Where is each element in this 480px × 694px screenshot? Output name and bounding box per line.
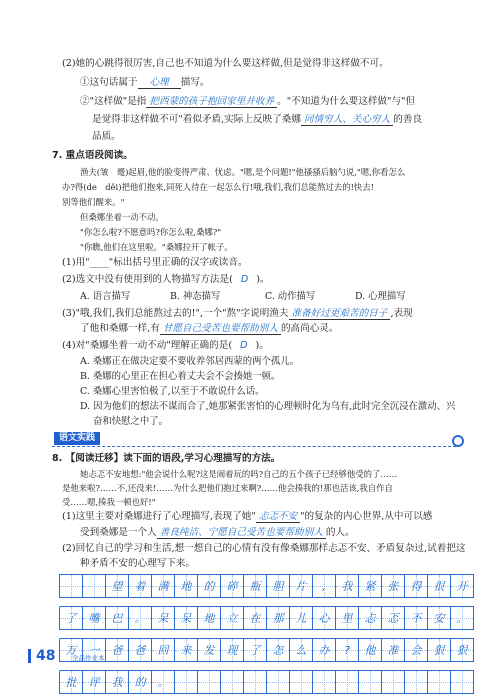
grid-row (60, 639, 474, 662)
writing-grid (59, 574, 474, 694)
grid-cell: 狠 (428, 639, 451, 661)
grid-cell: 评 (83, 671, 106, 693)
answer-handwriting: 忐忑不安 (256, 511, 300, 523)
grid-cell (451, 671, 474, 693)
grid-cell: 地 (175, 575, 198, 597)
grid-cell (175, 671, 198, 693)
grid-cell: 爸 (106, 639, 129, 661)
q8-2: (2)回忆自己的学习和生活,想一想自己的心情有没有像桑娜那样忐忑不安、矛盾复杂过,试着把这 (62, 543, 466, 554)
q6-2-sub2-line2: 是觉得非这样做不可"看似矛盾,实际上反映了桑娜 同情穷人、关心穷人 的善良 (92, 114, 423, 125)
grid-cell (428, 671, 451, 693)
grid-cell (221, 671, 244, 693)
q7-2-option: B. 神态描写 (170, 291, 221, 302)
grid-cell: 着 (129, 575, 152, 597)
grid-cell: 安 (428, 607, 451, 629)
q7-2-option: A. 语言描写 (80, 291, 131, 302)
q7-title: 7. 重点语段阅读。 (52, 150, 133, 161)
footer-bar (28, 649, 31, 663)
grid-cell: 我 (336, 575, 359, 597)
q6-2-sub2-line3: 品质。 (92, 131, 121, 142)
q7-4-option: B. 桑娜的心里正在担心着丈夫会不会揍她一顿。 (80, 371, 281, 382)
grid-cell: 里 (336, 607, 359, 629)
q8-passage-line: 是他来啦?……不,还没来!……为什么把他们抱过来啊?……他会揍我的!那也活该,我自作自 (62, 483, 393, 493)
q7-passage-line: 别等他们醒来。" (62, 197, 125, 207)
answer-handwriting: D (240, 274, 249, 285)
grid-cell: 很 (428, 575, 451, 597)
grid-cell: 心 (313, 607, 336, 629)
grid-cell: 一 (83, 639, 106, 661)
q7-4-option: D. 因为他们的想法不谋而合了,她那紧张害怕的心理顿时化为乌有,此时完全沉浸在激动、兴 (80, 401, 456, 412)
q7-2: (2)选文中没有使用到的人物描写方法是( D )。 (62, 274, 270, 285)
q7-2-option: C. 动作描写 (265, 291, 316, 302)
grid-row-gap (59, 598, 474, 607)
q7-4-option: A. 桑娜正在做决定要不要收养邻居西蒙的两个孤儿。 (80, 356, 299, 367)
grid-cell: 胆 (267, 575, 290, 597)
grid-cell: 开 (451, 575, 474, 597)
q8-1: (1)这里主要对桑娜进行了心理描写,表现了她" 忐忑不安 "的复杂的内心世界,从中可以感 (62, 511, 433, 522)
answer-handwriting: 同情穷人、关心穷人 (301, 114, 393, 126)
grid-cell: 现 (221, 639, 244, 661)
grid-cell: 瓶 (244, 575, 267, 597)
grid-cell: 满 (152, 575, 175, 597)
grid-cell: 望 (106, 575, 129, 597)
q8-passage-line: 她忐忑不安地想:"他会说什么呢?这是闹着玩的吗?自己的五个孩子已经够他受的了…… (80, 469, 398, 479)
grid-cell: 了 (60, 607, 83, 629)
answer-handwriting: D (240, 340, 248, 351)
grid-cell: 来 (175, 639, 198, 661)
q7-4: (4)对"桑娜坐着一动不动"理解正确的是( D )。 (62, 340, 269, 351)
section-end-icon (452, 435, 464, 447)
grid-cell (60, 575, 83, 597)
grid-cell: 忑 (382, 607, 405, 629)
grid-row-gap (59, 662, 474, 671)
grid-cell: 的 (129, 671, 152, 693)
grid-cell: 发 (198, 639, 221, 661)
section-divider (52, 432, 456, 447)
grid-cell: 得 (405, 575, 428, 597)
q7-passage-line: 办?得(de děi)把他们抱来,同死人待在一起怎么行!哦,我们,我们总能熬过去的!快去! (62, 182, 375, 192)
grid-cell: 狠 (451, 639, 474, 661)
grid-cell (382, 671, 405, 693)
q6-2-sub1: ①这句话属于 心理 描写。 (80, 77, 210, 88)
section-label: 语文实践 (54, 432, 100, 445)
grid-cell (405, 671, 428, 693)
q7-passage-line: 但桑娜坐着一动不动。 (80, 212, 164, 222)
page-number: 48 (36, 648, 56, 664)
grid-cell (313, 671, 336, 693)
footer-series: 全品作业本 (72, 654, 105, 662)
grid-cell: 儿 (290, 607, 313, 629)
grid-cell (290, 671, 313, 693)
answer-handwriting: 甘愿自己受苦也要帮助别人 (160, 323, 281, 335)
grid-cell: 。 (451, 607, 474, 629)
q8-1-line2: 受到桑娜是一个人 善良纯洁、宁愿自己受苦也要帮助别人 的人。 (80, 527, 355, 538)
grid-cell (83, 575, 106, 597)
grid-cell (336, 671, 359, 693)
grid-cell: , (313, 575, 336, 597)
q7-2-option: D. 心理描写 (355, 291, 406, 302)
answer-handwriting: 心理 (138, 77, 181, 89)
grid-cell: 。 (129, 607, 152, 629)
grid-cell: 会 (405, 639, 428, 661)
grid-cell: 呆 (152, 607, 175, 629)
grid-cell: 碎 (221, 575, 244, 597)
answer-handwriting: 准备好过更艰苦的日子 (289, 308, 391, 320)
grid-row (60, 575, 474, 598)
answer-handwriting: 把西蒙的孩子抱回家里并收养 (146, 96, 277, 108)
grid-cell: 地 (198, 607, 221, 629)
grid-cell (267, 671, 290, 693)
grid-cell: 呆 (175, 607, 198, 629)
q8-title: 8. 【阅读迁移】读下面的语段,学习心理描写的方法。 (52, 453, 281, 464)
grid-cell: 在 (244, 607, 267, 629)
grid-cell: 批 (60, 671, 83, 693)
grid-cell: 嘴 (83, 607, 106, 629)
grid-cell: 。 (152, 671, 175, 693)
q7-3: (3)"哦,我们,我们总能熬过去的!",一个"熬"字说明渔夫 准备好过更艰苦的日子 ,表现 (62, 308, 413, 319)
grid-cell: 他 (359, 639, 382, 661)
grid-cell: 不 (405, 607, 428, 629)
q6-2-stem: (2)她的心跳得很厉害,自己也不知道为什么要这样做,但是觉得非这样做不可。 (62, 58, 389, 69)
grid-cell (244, 671, 267, 693)
q7-3-line2: 了他和桑娜一样,有 甘愿自己受苦也要帮助别人 的高尚心灵。 (80, 323, 339, 334)
q7-4-option-cont: 奋和快慰之中了。 (93, 416, 169, 427)
q7-4-option: C. 桑娜心里害怕极了,以至于不敢说什么话。 (80, 386, 265, 397)
q8-2-line2: 种矛盾不安的心理写下来。 (80, 558, 196, 569)
grid-cell: 了 (244, 639, 267, 661)
grid-cell: 爸 (129, 639, 152, 661)
grid-cell: 回 (152, 639, 175, 661)
grid-cell: 办 (313, 639, 336, 661)
grid-row (60, 607, 474, 630)
grid-cell: 万 (60, 639, 83, 661)
grid-cell: 么 (290, 639, 313, 661)
answer-handwriting: 善良纯洁、宁愿自己受苦也要帮助别人 (157, 527, 326, 539)
grid-cell: 紧 (359, 575, 382, 597)
grid-cell: 准 (382, 639, 405, 661)
grid-cell: 张 (382, 575, 405, 597)
q6-2-sub2: ②"这样做"是指 把西蒙的孩子抱回家里并收养 。"不知道为什么要这样做"与"但 (80, 96, 416, 107)
q7-1: (1)用"____"标出括号里正确的汉字或读音。 (62, 257, 248, 268)
grid-row-gap (59, 630, 474, 639)
grid-cell: 忐 (359, 607, 382, 629)
grid-cell (198, 671, 221, 693)
grid-cell: 立 (221, 607, 244, 629)
q7-passage-line: "你怎么啦?不愿意吗?你怎么啦,桑娜?" (80, 227, 222, 237)
grid-cell (359, 671, 382, 693)
grid-cell: ? (336, 639, 359, 661)
grid-cell: 巴 (106, 607, 129, 629)
grid-cell: 我 (106, 671, 129, 693)
q7-passage-line: 渔夫(皱 蹙)起眉,他的脸变得严肃、忧虑。"嗯,是个问题!"他搔搔后脑勺说,"嗯,你看怎么 (80, 167, 406, 177)
q7-passage-line: "你瞧,他们在这里啦。"桑娜拉开了帐子。 (80, 242, 233, 252)
grid-row (60, 671, 474, 694)
grid-cell: 怎 (267, 639, 290, 661)
grid-cell: 的 (198, 575, 221, 597)
grid-cell: 片 (290, 575, 313, 597)
q8-passage-line: 受……嗯,揍我一顿也好!" (62, 497, 156, 507)
grid-cell: 那 (267, 607, 290, 629)
